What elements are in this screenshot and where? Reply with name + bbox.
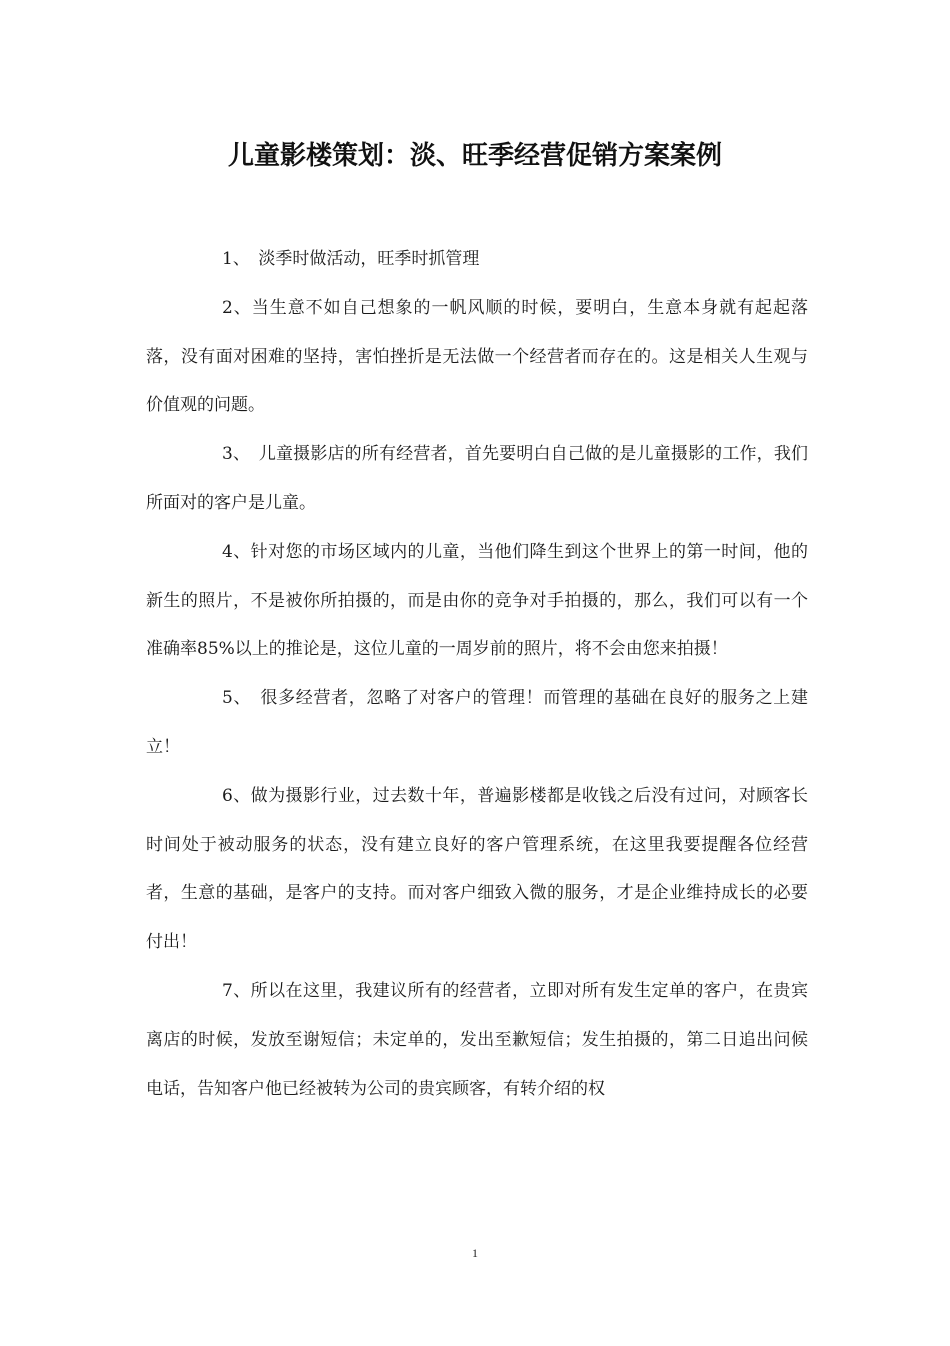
paragraph-4: 4、针对您的市场区域内的儿童，当他们降生到这个世界上的第一时间，他的新生的照片，不是被你所拍摄的，而是由你的竞争对手拍摄的，那么，我们可以有一个准确率85%以上的推论是，这位儿童的一周岁前的照片，将不会由您来拍摄！ [146, 541, 808, 660]
page-number: 1 [472, 1246, 478, 1260]
paragraph-1: 1、 淡季时做活动，旺季时抓管理 [222, 249, 480, 269]
paragraph-3: 3、 儿童摄影店的所有经营者，首先要明白自己做的是儿童摄影的工作，我们所面对的客户是儿童。 [146, 444, 808, 513]
document-title: 儿童影楼策划：淡、旺季经营促销方案案例 [227, 141, 722, 171]
paragraph-6: 6、做为摄影行业，过去数十年，普遍影楼都是收钱之后没有过问，对顾客长时间处于被动服务的状态，没有建立良好的客户管理系统，在这里我要提醒各位经营者，生意的基础，是客户的支持。而对客户细致入微的服务，才是企业维持成长的必要付出！ [146, 785, 808, 953]
paragraph-2: 2、当生意不如自己想象的一帆风顺的时候，要明白，生意本身就有起起落落，没有面对困难的坚持，害怕挫折是无法做一个经营者而存在的。这是相关人生观与价值观的问题。 [146, 297, 808, 416]
document-body [146, 235, 808, 1113]
paragraph-7: 7、所以在这里，我建议所有的经营者，立即对所有发生定单的客户，在贵宾离店的时候，发放至谢短信；未定单的，发出至歉短信；发生拍摄的，第二日追出问候电话，告知客户他已经被转为公司的贵宾顾客，有转介绍的权 [146, 980, 808, 1099]
paragraph-5: 5、 很多经营者，忽略了对客户的管理！而管理的基础在良好的服务之上建立！ [146, 688, 808, 757]
